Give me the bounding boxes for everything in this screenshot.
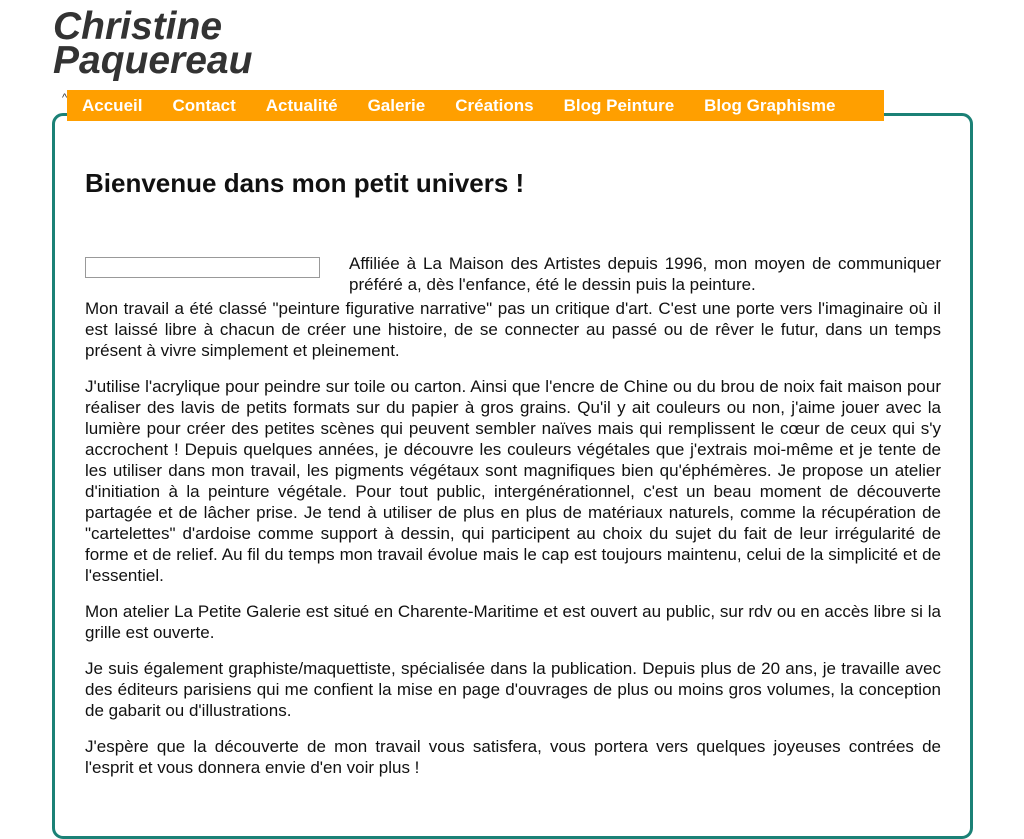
main-nav: [67, 90, 884, 121]
intro-section: [85, 253, 941, 298]
site-title-line1: Christine: [53, 5, 223, 48]
site-title-line2: Paquereau: [53, 39, 253, 82]
paragraph-closing: J'espère que la découverte de mon travail vous satisfera, vous portera vers quelques joyeuses contrées de l'esprit et vous donnera envie d'en voir plus !: [85, 737, 941, 777]
paragraph-intro: Affiliée à La Maison des Artistes depuis 1996, mon moyen de communiquer préféré a, dès l'enfance, été le dessin puis la peinture.: [349, 254, 941, 294]
paragraph-figurative: Mon travail a été classé "peinture figurative narrative" pas un critique d'art. C'est une porte vers l'imaginaire où il est laissé libre à chacun de créer une histoire, de se connecter au passé ou de rêver le futur, dans un temps présent à vivre simplement et pleinement.: [85, 299, 941, 360]
site-title[interactable]: [53, 5, 253, 82]
nav-item-contact[interactable]: Contact: [172, 95, 236, 115]
nav-item-accueil[interactable]: Accueil: [82, 95, 143, 115]
main-content: [85, 166, 941, 793]
paragraph-atelier: Mon atelier La Petite Galerie est situé en Charente-Maritime et est ouvert au public, sur rdv ou en accès libre si la grille est ouverte.: [85, 602, 941, 642]
nav-item-creations[interactable]: Créations: [455, 95, 534, 115]
nav-item-blog-peinture[interactable]: Blog Peinture: [563, 95, 675, 115]
paragraph-techniques: J'utilise l'acrylique pour peindre sur toile ou carton. Ainsi que l'encre de Chine ou du brou de noix fait maison pour réaliser des lavis de petits formats sur du papier à gros grains. Qu'il y ait couleurs ou non, j'aime jouer avec la lumière pour créer des petites scènes qui peuvent sembler naïves mais qui remplissent le cœur de ceux qui s'y accrochent ! Depuis quelques années, je découvre les couleurs végétales que j'extrais moi-même et je tente de les utiliser dans mon travail, les pigments végétaux sont magnifiques bien qu'éphémères. Je propose un atelier d'initiation à la peinture végétale. Pour tout public, intergénérationnel, c'est un beau moment de découverte partagée et de lâcher prise. Je tend à utiliser de plus en plus de matériaux naturels, comme la récupération de "cartelettes" d'ardoise comme support à dessin, qui participent au choix du sujet du fait de leur irrégularité de forme et de relief. Au fil du temps mon travail évolue mais le cap est toujours maintenu, celui de la simplicité et de l'essentiel.: [85, 377, 941, 585]
page-heading: Bienvenue dans mon petit univers !: [85, 168, 525, 198]
nav-item-actualite[interactable]: Actualité: [265, 95, 338, 115]
nav-item-galerie[interactable]: Galerie: [367, 95, 426, 115]
paragraph-graphisme: Je suis également graphiste/maquettiste, spécialisée dans la publication. Depuis plus de 20 ans, je travaille avec des éditeurs parisiens qui me confient la mise en page d'ouvrages de plus ou moins gros volumes, la conception de gabarit ou d'illustrations.: [85, 659, 941, 720]
nav-item-blog-graphisme[interactable]: Blog Graphisme: [704, 95, 836, 115]
image-placeholder: [85, 257, 320, 278]
decorative-mark: ^: [62, 92, 68, 104]
